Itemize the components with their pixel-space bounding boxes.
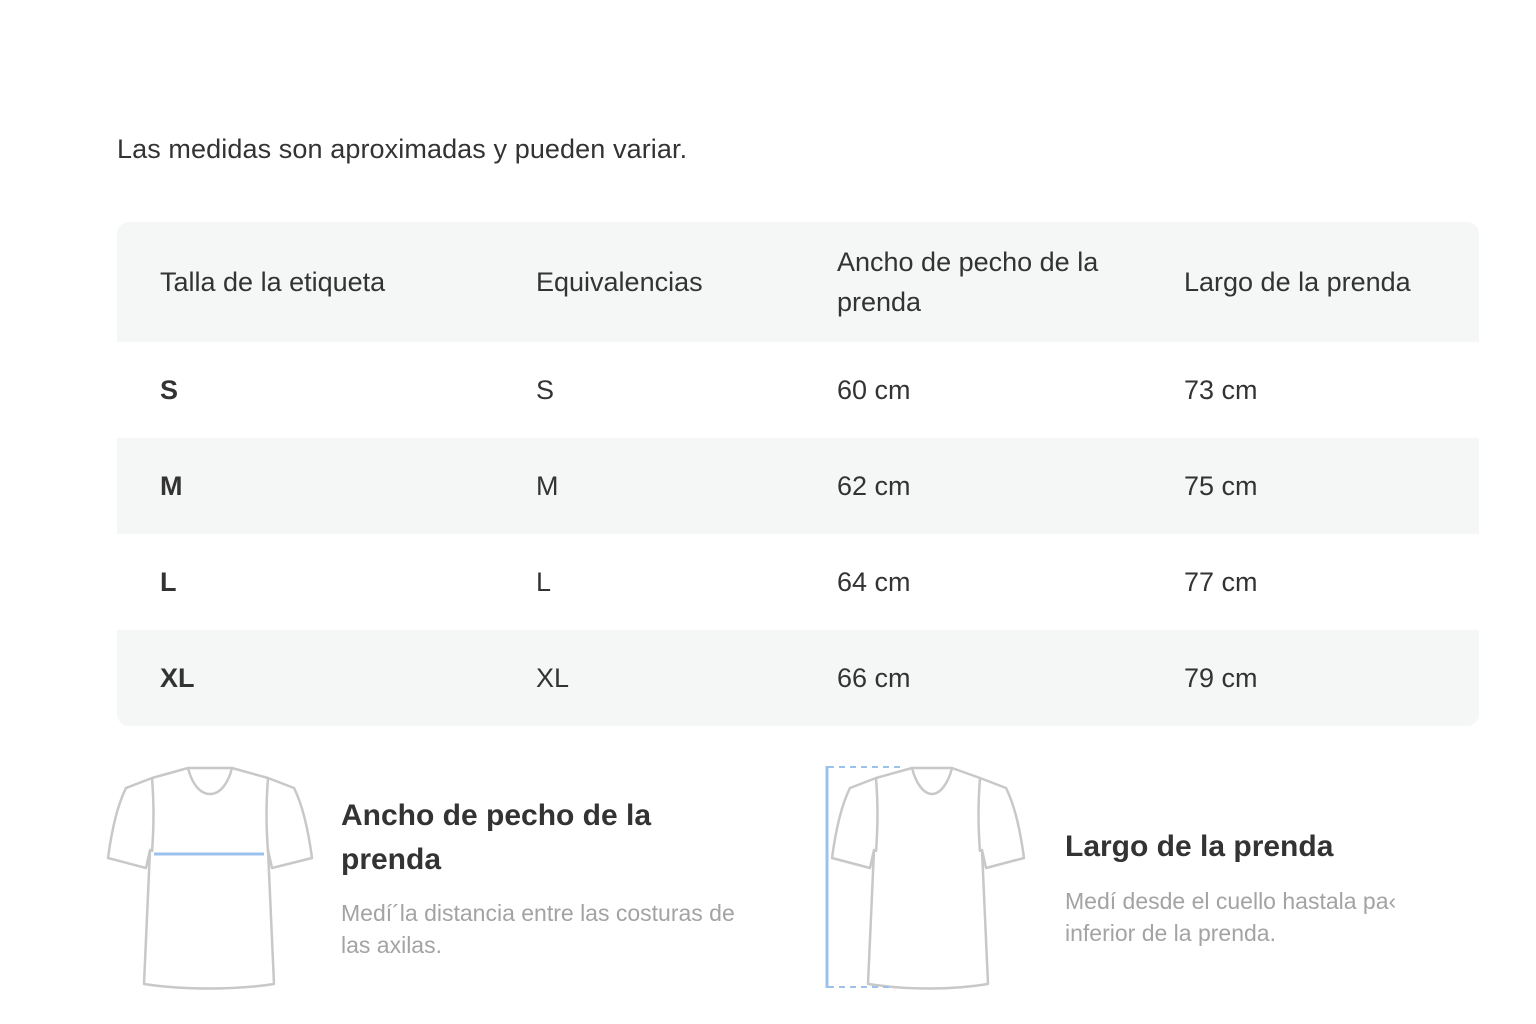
cell-talla: S <box>160 375 179 405</box>
header-largo-prenda: Largo de la prenda <box>1184 267 1411 297</box>
table-header-row <box>117 222 1479 342</box>
cell-largo: 79 cm <box>1184 663 1258 693</box>
cell-largo: 75 cm <box>1184 471 1258 501</box>
cell-talla: XL <box>160 663 195 693</box>
cell-ancho: 64 cm <box>837 567 911 597</box>
guide-chest-width-description: Medí´la distancia entre las costuras de las axilas. <box>341 900 735 958</box>
cell-ancho: 62 cm <box>837 471 911 501</box>
cell-equivalencia: S <box>536 375 555 405</box>
guide-garment-length-title: Largo de la prenda <box>1065 830 1334 863</box>
cell-talla: L <box>160 567 177 597</box>
table-row <box>117 534 1479 630</box>
cell-largo: 73 cm <box>1184 375 1258 405</box>
cell-equivalencia: M <box>536 471 559 501</box>
cell-equivalencia: XL <box>536 663 570 693</box>
table-row <box>117 438 1479 534</box>
cell-ancho: 60 cm <box>837 375 911 405</box>
table-row <box>117 342 1479 438</box>
tshirt-length-icon <box>820 764 1030 990</box>
guide-garment-length-description: Medí desde el cuello hastala pa‹ inferior de la prenda. <box>1065 888 1397 946</box>
cell-talla: M <box>160 471 183 501</box>
tshirt-chest-width-icon <box>104 764 316 990</box>
header-ancho-pecho: Ancho de pecho de la prenda <box>837 247 1099 317</box>
measurements-disclaimer: Las medidas son aproximadas y pueden variar. <box>117 134 688 164</box>
header-talla-etiqueta: Talla de la etiqueta <box>160 267 386 297</box>
cell-equivalencia: L <box>536 567 552 597</box>
cell-ancho: 66 cm <box>837 663 911 693</box>
table-row <box>117 630 1479 726</box>
size-table <box>117 222 1479 726</box>
header-equivalencias: Equivalencias <box>536 267 703 297</box>
cell-largo: 77 cm <box>1184 567 1258 597</box>
guide-chest-width-title: Ancho de pecho de la prenda <box>341 799 652 876</box>
